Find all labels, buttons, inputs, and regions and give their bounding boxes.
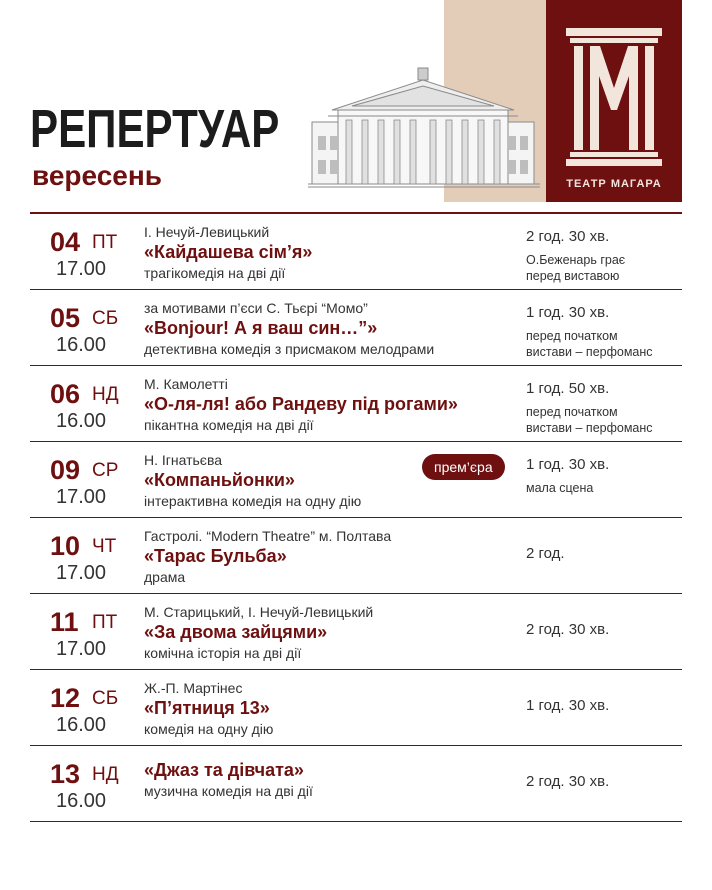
event-duration: 2 год. 30 хв. [526,773,610,790]
event-author: за мотивами п’єси С. Тьєрі “Момо” [144,300,368,316]
event-duration: 1 год. 50 хв. [526,380,610,397]
event-row-05[interactable] [30,290,682,366]
event-weekday: НД [92,384,119,405]
event-title[interactable]: «За двома зайцями» [144,622,328,642]
event-author: М. Старицький, І. Нечуй-Левицький [144,604,374,620]
event-weekday: ПТ [92,612,118,633]
event-author: Гастролі. “Modern Theatre” м. Полтава [144,528,392,544]
event-day: 05 [50,303,81,333]
event-weekday: ЧТ [92,536,117,557]
event-day: 11 [50,607,79,637]
month-label: вересень [32,160,162,191]
header [0,0,712,205]
event-day: 04 [50,227,81,257]
event-title[interactable]: «Компаньйонки» [144,470,295,490]
event-weekday: СБ [92,308,119,329]
event-author: М. Камолетті [144,376,228,392]
event-title[interactable]: «Тарас Бульба» [144,546,287,566]
event-row-09[interactable] [30,442,682,518]
event-day: 10 [50,531,81,561]
theatre-building-icon [308,66,540,190]
theatre-logo [546,0,682,202]
event-author: Ж.-П. Мартінес [144,680,243,696]
event-time: 17.00 [56,562,107,584]
event-day: 09 [50,455,81,485]
event-duration: 2 год. 30 хв. [526,228,610,245]
event-title[interactable]: «О-ля-ля! або Рандеву під рогами» [144,394,458,414]
event-note: мала сцена [526,481,594,495]
event-author: І. Нечуй-Левицький [144,224,270,240]
event-duration: 1 год. 30 хв. [526,304,610,321]
event-time: 16.00 [56,790,107,812]
event-time: 17.00 [56,258,107,280]
logo-text: ТЕАТР МАГАРА [566,178,662,190]
event-time: 16.00 [56,334,107,356]
columns-logo-icon [564,28,664,168]
event-note: перед початком вистави – перфоманс [526,405,653,435]
event-duration: 2 год. 30 хв. [526,621,610,638]
event-genre: пікантна комедія на дві дії [144,417,314,433]
event-time: 17.00 [56,486,107,508]
event-duration: 1 год. 30 хв. [526,456,610,473]
event-row-11[interactable] [30,594,682,670]
event-weekday: ПТ [92,232,118,253]
repertoire-list [30,212,682,822]
event-row-06[interactable] [30,366,682,442]
event-day: 12 [50,683,81,713]
event-title[interactable]: «Bonjour! А я ваш син…”» [144,318,378,338]
event-row-12[interactable] [30,670,682,746]
event-time: 16.00 [56,714,107,736]
event-weekday: СР [92,460,119,481]
event-genre: драма [144,569,186,585]
event-time: 16.00 [56,410,107,432]
event-row-04[interactable] [30,214,682,290]
event-genre: музична комедія на дві дії [144,783,313,799]
event-time: 17.00 [56,638,107,660]
page-title: РЕПЕРТУАР [30,99,280,159]
event-title[interactable]: «Кайдашева сім’я» [144,242,313,262]
event-row-13[interactable] [30,746,682,822]
event-note: О.Беженарь грає перед виставою [526,253,626,283]
event-genre: комічна історія на дві дії [144,645,302,661]
event-duration: 1 год. 30 хв. [526,697,610,714]
premiere-badge: прем’єра [422,454,505,480]
event-genre: інтерактивна комедія на одну дію [144,493,362,509]
event-weekday: СБ [92,688,119,709]
event-genre: детективна комедія з присмаком мелодрами [144,341,435,357]
event-weekday: НД [92,764,119,785]
event-day: 13 [50,759,81,789]
event-genre: трагікомедія на дві дії [144,265,286,281]
event-author: Н. Ігнатьєва [144,452,223,468]
event-day: 06 [50,379,81,409]
event-note: перед початком вистави – перфоманс [526,329,653,359]
event-duration: 2 год. [526,545,565,562]
event-title[interactable]: «П’ятниця 13» [144,698,270,718]
event-genre: комедія на одну дію [144,721,274,737]
event-title[interactable]: «Джаз та дівчата» [144,760,304,780]
event-row-10[interactable] [30,518,682,594]
